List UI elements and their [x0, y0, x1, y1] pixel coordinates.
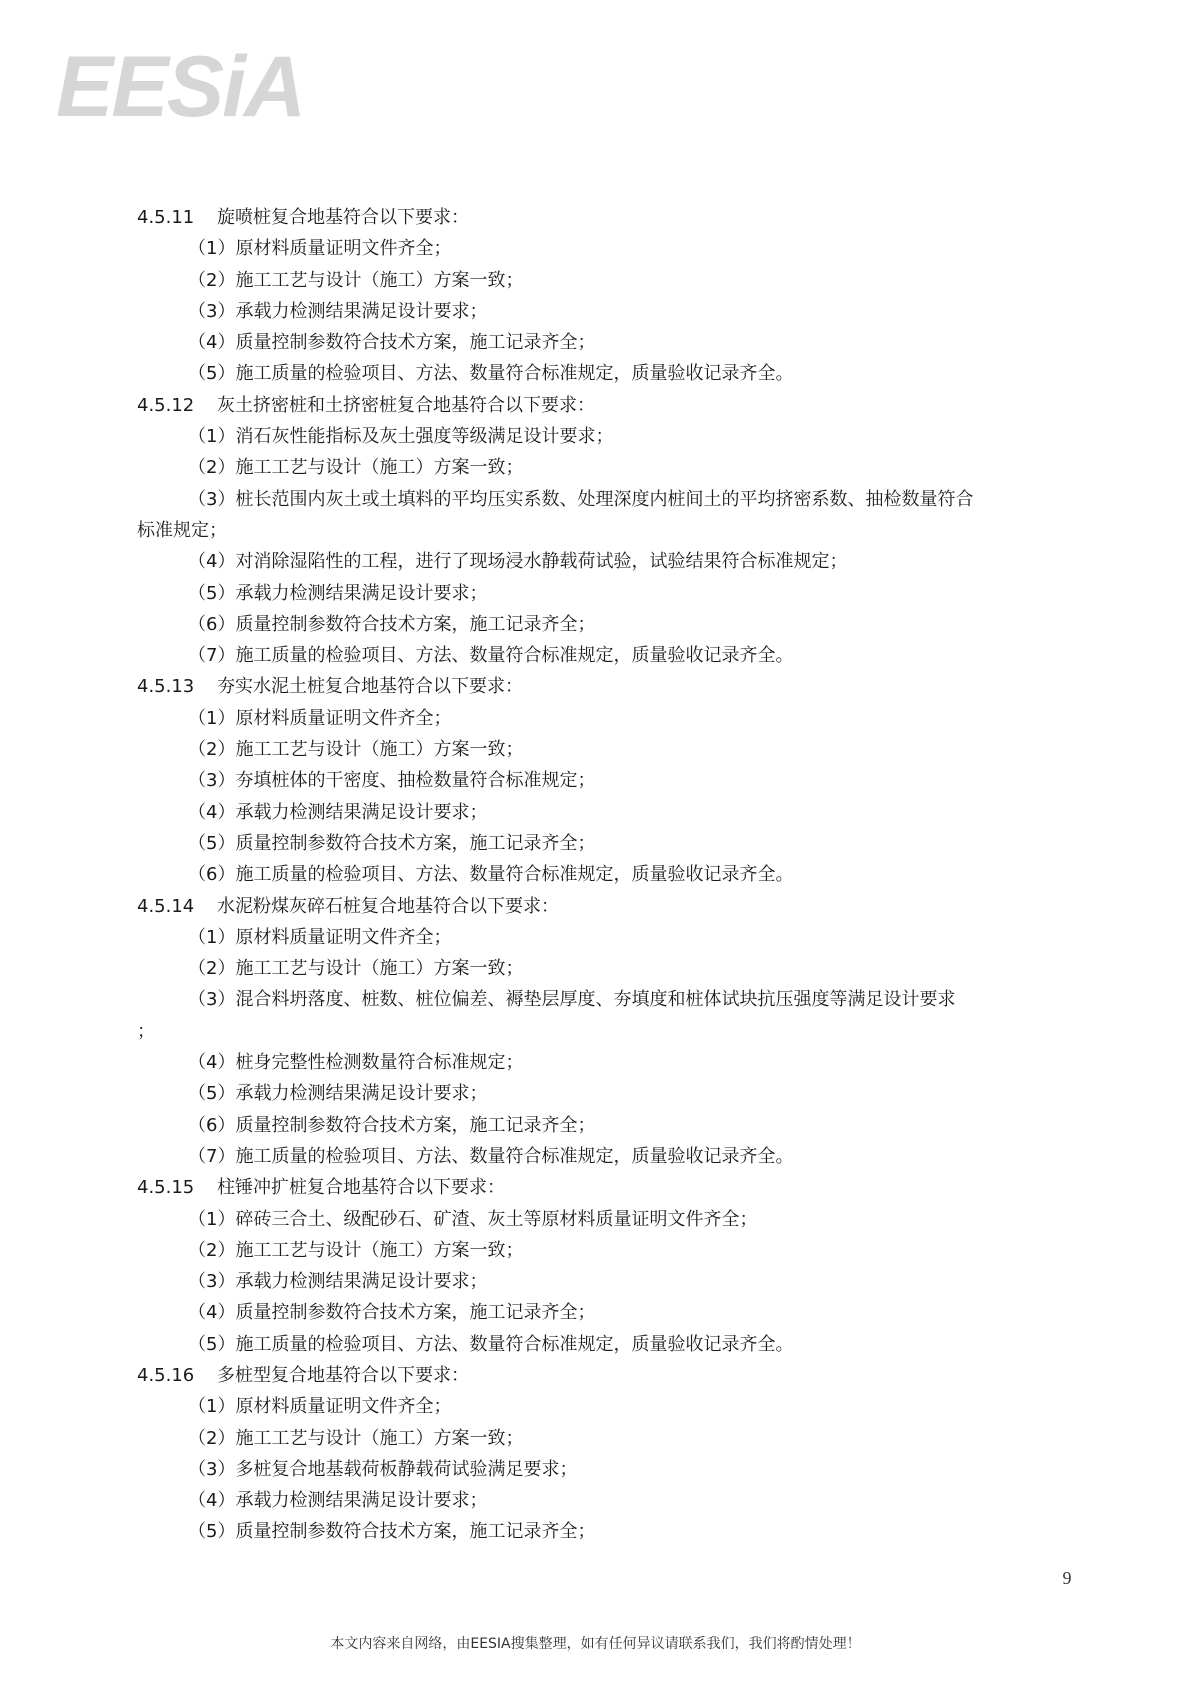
section-heading [137, 390, 1097, 421]
list-item: （2）施工工艺与设计（施工）方案一致； [188, 1427, 524, 1449]
list-item: （2）施工工艺与设计（施工）方案一致； [188, 457, 524, 479]
section-title: 夯实水泥土桩复合地基符合以下要求： [217, 676, 523, 698]
list-item-wrapped [137, 484, 1097, 547]
section-number: 4.5.12 [137, 394, 195, 416]
list-item: （1）原材料质量证明文件齐全； [188, 926, 452, 948]
list-item: （3）承载力检测结果满足设计要求； [188, 1271, 488, 1293]
list-item: （2）施工工艺与设计（施工）方案一致； [188, 269, 524, 291]
list-item: （2）施工工艺与设计（施工）方案一致； [188, 739, 524, 761]
list-item: （6）施工质量的检验项目、方法、数量符合标准规定，质量验收记录齐全。 [188, 864, 794, 886]
list-item: （1）原材料质量证明文件齐全； [188, 1396, 452, 1418]
section-title: 多桩型复合地基符合以下要求： [217, 1364, 469, 1386]
list-item: （5）承载力检测结果满足设计要求； [188, 582, 488, 604]
list-item: （4）承载力检测结果满足设计要求； [188, 801, 488, 823]
list-item-continuation: ； [137, 1020, 155, 1042]
list-item: （4）质量控制参数符合技术方案，施工记录齐全； [188, 332, 596, 354]
list-item: （5）施工质量的检验项目、方法、数量符合标准规定，质量验收记录齐全。 [188, 363, 794, 385]
section-title: 柱锤冲扩桩复合地基符合以下要求： [217, 1177, 505, 1199]
section-number: 4.5.16 [137, 1364, 195, 1386]
list-item: （1）原材料质量证明文件齐全； [188, 238, 452, 260]
list-item: （3）多桩复合地基载荷板静载荷试验满足要求； [188, 1458, 578, 1480]
section-heading [137, 1172, 1097, 1203]
eesia-logo: EESiA [56, 39, 305, 135]
section-number: 4.5.11 [137, 207, 195, 228]
list-item: （4）质量控制参数符合技术方案，施工记录齐全； [188, 1302, 596, 1324]
list-item-first-line: （3）混合料坍落度、桩数、桩位偏差、褥垫层厚度、夯填度和桩体试块抗压强度等满足设计要求 [188, 989, 956, 1011]
document-body [137, 202, 1097, 1548]
list-item: （5）施工质量的检验项目、方法、数量符合标准规定，质量验收记录齐全。 [188, 1333, 794, 1355]
section-number: 4.5.13 [137, 676, 195, 698]
section-title: 旋喷桩复合地基符合以下要求： [217, 207, 469, 228]
section-number: 4.5.15 [137, 1177, 195, 1199]
list-item: （3）夯填桩体的干密度、抽检数量符合标准规定； [188, 770, 596, 792]
list-item: （5）质量控制参数符合技术方案，施工记录齐全； [188, 832, 596, 854]
page-number: 9 [1062, 1568, 1072, 1588]
section-heading [137, 1360, 1097, 1391]
section-heading [137, 202, 1097, 233]
section-heading [137, 891, 1097, 922]
list-item: （4）承载力检测结果满足设计要求； [188, 1490, 488, 1512]
section-title: 水泥粉煤灰碎石桩复合地基符合以下要求： [217, 895, 559, 917]
section-number: 4.5.14 [137, 895, 195, 917]
list-item: （3）承载力检测结果满足设计要求； [188, 300, 488, 322]
list-item: （2）施工工艺与设计（施工）方案一致； [188, 958, 524, 980]
footer-disclaimer: 本文内容来自网络，由EESIA搜集整理，如有任何异议请联系我们，我们将酌情处理！ [330, 1636, 861, 1652]
list-item-continuation: 标准规定； [137, 519, 227, 541]
list-item: （5）质量控制参数符合技术方案，施工记录齐全； [188, 1521, 596, 1543]
list-item: （2）施工工艺与设计（施工）方案一致； [188, 1239, 524, 1261]
list-item: （1）碎砖三合土、级配砂石、矿渣、灰土等原材料质量证明文件齐全； [188, 1208, 758, 1230]
list-item: （4）桩身完整性检测数量符合标准规定； [188, 1052, 524, 1074]
list-item-wrapped [137, 984, 1097, 1047]
section-title: 灰土挤密桩和土挤密桩复合地基符合以下要求： [217, 394, 595, 416]
list-item-first-line: （3）桩长范围内灰土或土填料的平均压实系数、处理深度内桩间土的平均挤密系数、抽检数量符合 [188, 488, 974, 510]
list-item: （5）承载力检测结果满足设计要求； [188, 1083, 488, 1105]
list-item: （6）质量控制参数符合技术方案，施工记录齐全； [188, 613, 596, 635]
list-item: （1）消石灰性能指标及灰土强度等级满足设计要求； [188, 426, 614, 448]
list-item: （7）施工质量的检验项目、方法、数量符合标准规定，质量验收记录齐全。 [188, 645, 794, 667]
list-item: （7）施工质量的检验项目、方法、数量符合标准规定，质量验收记录齐全。 [188, 1145, 794, 1167]
section-heading [137, 671, 1097, 702]
list-item: （4）对消除湿陷性的工程，进行了现场浸水静载荷试验，试验结果符合标准规定； [188, 551, 848, 573]
list-item: （1）原材料质量证明文件齐全； [188, 707, 452, 729]
list-item: （6）质量控制参数符合技术方案，施工记录齐全； [188, 1114, 596, 1136]
